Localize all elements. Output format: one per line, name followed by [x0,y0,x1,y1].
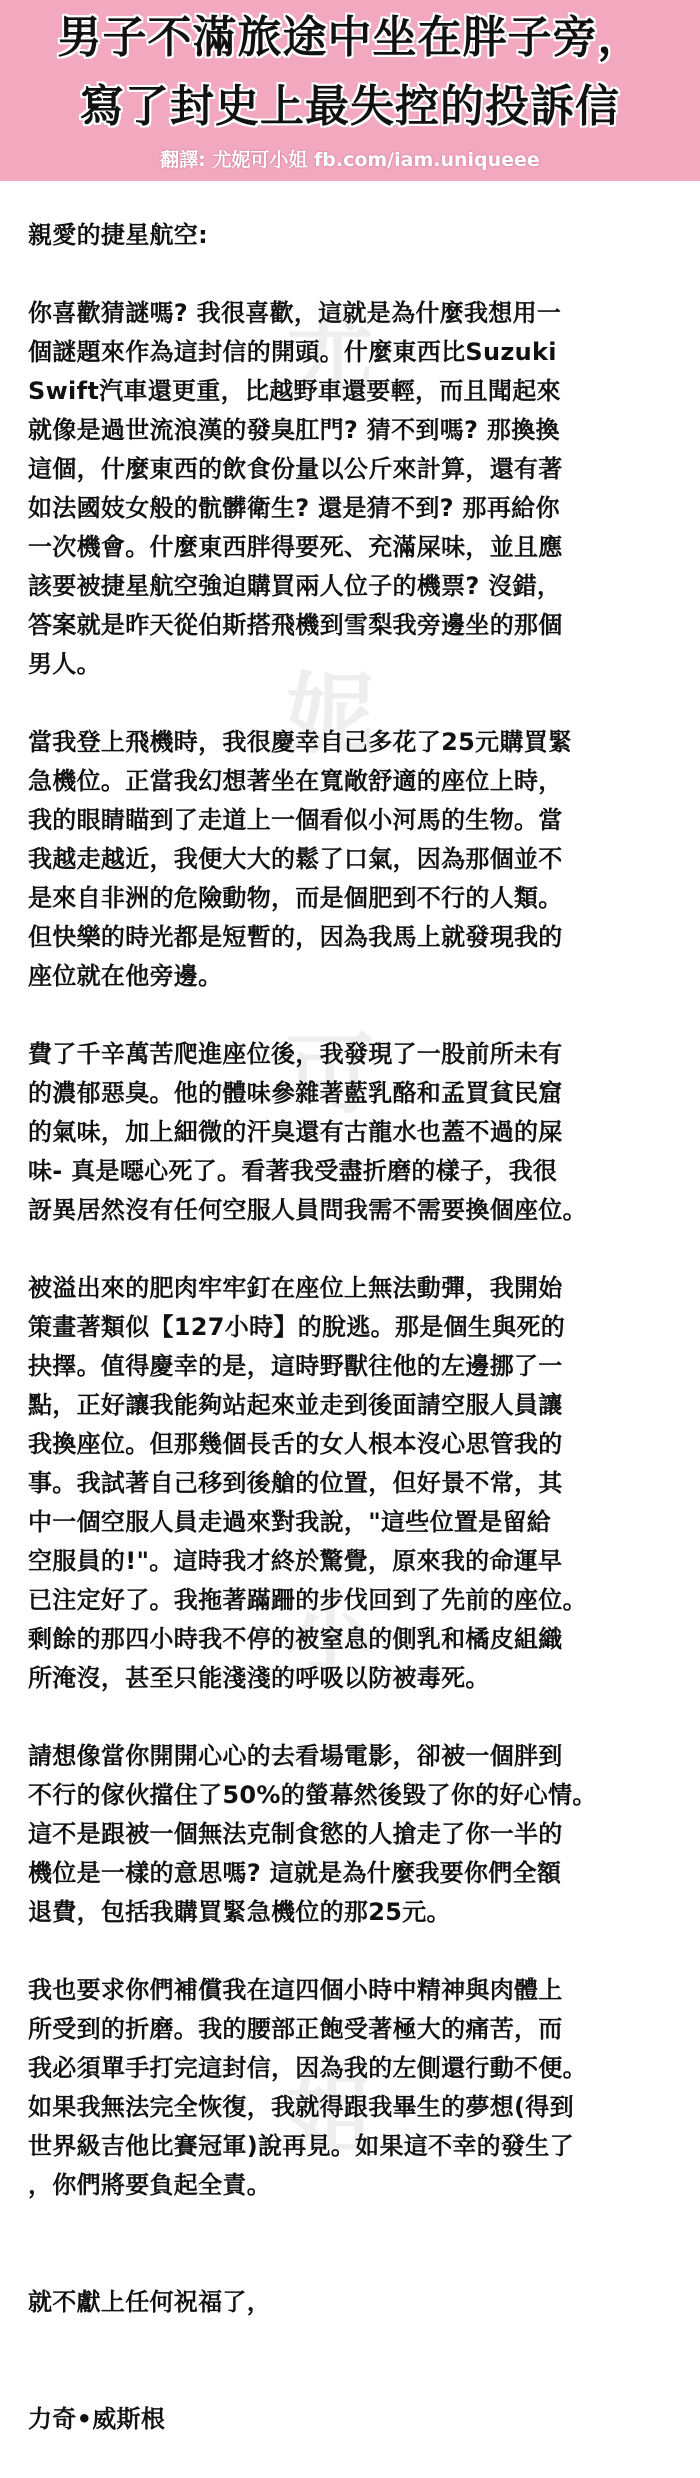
letter-closing: 就不獻上任何祝福了， [28,2288,271,2316]
letter-paragraph-6: 我也要求你們補償我在這四個小時中精神與肉體上 所受到的折磨。我的腰部正飽受著極大的痛苦，而 我必須單手打完這封信，因為我的左側還行動不便。 如果我無法完全恢復，我就得跟我畢生的夢想(得到 世界級吉他比賽冠軍)說再見。如果這不幸的發生了 ，你們將要負起全責。 [28,1976,587,2199]
letter-paragraph-1: 你喜歡猜謎嗎? 我很喜歡，這就是為什麼我想用一 個謎題來作為這封信的開頭。什麼東西比Suzuki Swift汽車還更重，比越野車還要輕，而且聞起來 就像是過世流浪漢的發臭肛門? 猜不到嗎? 那換換 這個，什麼東西的飲食份量以公斤來計算，還有著 如法國妓女般的骯髒衛生? 還是猜不到? 那再給你 一次機會。什麼東西胖得要死、充滿屎味，並且應 該要被捷星航空強迫購買兩人位子的機票? 沒錯， 答案就是昨天從伯斯搭飛機到雪梨我旁邊坐的那個 男人。 [28,299,563,678]
letter-signature: 力奇•威斯根 [28,2405,166,2433]
letter-paragraph-4: 被溢出來的肥肉牢牢釘在座位上無法動彈，我開始 策畫著類似【127小時】的脫逃。那是個生與死的 抉擇。值得慶幸的是，這時野獸往他的左邊挪了一 點，正好讓我能夠站起來並走到後面請空服人員讓 我換座位。但那幾個長舌的女人根本沒心思管我的 事。我試著自己移到後艙的位置，但好景不常，其 中一個空服人員走過來對我說，"這些位置是留給 空服員的!"。這時我才終於驚覺，原來我的命運早 已注定好了。我拖著蹣跚的步伐回到了先前的座位。 剩餘的那四小時我不停的被窒息的側乳和橘皮組織 所淹沒，甚至只能淺淺的呼吸以防被毒死。 [28,1274,587,1692]
watermark-char: 妮 [286,663,375,766]
watermark-char: 可 [286,1023,375,1126]
letter-paragraph-2: 當我登上飛機時，我很慶幸自己多花了25元購買緊 急機位。正當我幻想著坐在寬敞舒適的座位上時， 我的眼睛瞄到了走道上一個看似小河馬的生物。當 我越走越近，我便大大的鬆了口氣，因為那個並不 是來自非洲的危險動物，而是個肥到不行的人類。 但快樂的時光都是短暫的，因為我馬上就發現我的 座位就在他旁邊。 [28,728,573,990]
translator-credit: 翻譯: 尤妮可小姐 fb.com/iam.uniqueee [160,149,540,171]
letter-paragraph-3: 費了千辛萬苦爬進座位後，我發現了一股前所未有 的濃郁惡臭。他的體味參雜著藍乳酪和孟買貧民窟 的氣味，加上細微的汗臭還有古龍水也蓋不過的屎 味- 真是噁心死了。看著我受盡折磨的樣子，我很 訝異居然沒有任何空服人員問我需不需要換個座位。 [28,1040,587,1224]
watermark-char: 姐 [286,2063,375,2166]
title-line-2: 寫了封史上最失控的投訴信 [80,81,620,132]
watermark-char: 尤 [286,303,375,406]
title-line-1: 男子不滿旅途中坐在胖子旁， [57,12,643,63]
letter-greeting: 親愛的捷星航空: [28,221,208,249]
letter-body [28,216,676,2478]
watermark-char: 小 [286,1583,375,1686]
header-banner [0,0,700,181]
letter-paragraph-5: 請想像當你開開心心的去看場電影，卻被一個胖到 不行的傢伙擋住了50%的螢幕然後毀了你的好心情。 這不是跟被一個無法克制食慾的人搶走了你一半的 機位是一樣的意思嗎? 這就是為什麼我要你們全額 退費，包括我購買緊急機位的那25元。 [28,1742,597,1926]
